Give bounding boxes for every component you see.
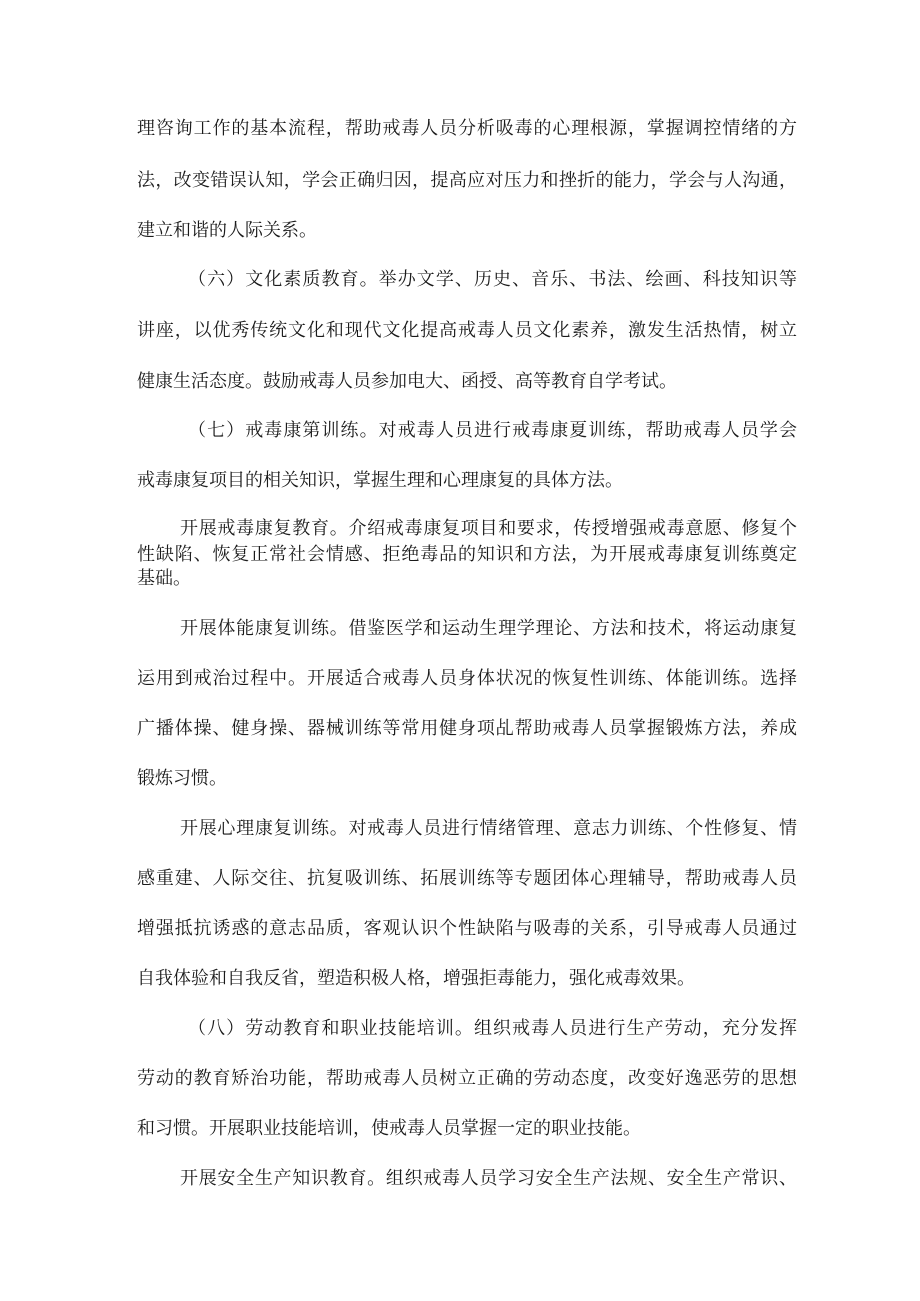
text-line: 开展戒毒康复教育。介绍戒毒康复项目和要求，传授增强戒毒意愿、修复个 xyxy=(180,518,797,539)
text-line: 和习惯。开展职业技能培训，使戒毒人员掌握一定的职业技能。 xyxy=(137,1118,641,1139)
text-line: 理咨询工作的基本流程，帮助戒毒人员分析吸毒的心理根源，掌握调控情绪的方 xyxy=(137,118,797,139)
text-line: 广播体操、健身操、器械训练等常用健身项乩帮助戒毒人员掌握锻炼方法，养成 xyxy=(137,718,797,739)
text-line: 自我体验和自我反省，塑造积极人格，增强拒毒能力，强化戒毒效果。 xyxy=(137,968,695,989)
text-line: 基础。 xyxy=(137,568,191,589)
text-line: 劳动的教育矫治功能，帮助戒毒人员树立正确的劳动态度，改变好逸恶劳的思想 xyxy=(137,1068,797,1089)
text-line: （六）文化素质教育。举办文学、历史、音乐、书法、绘画、科技知识等 xyxy=(188,269,797,290)
text-line: 运用到戒治过程中。开展适合戒毒人员身体状况的恢复性训练、体能训练。选择 xyxy=(137,668,797,689)
text-line: 性缺陷、恢复正常社会情感、拒绝毒品的知识和方法，为开展戒毒康复训练奠定 xyxy=(137,544,797,565)
text-line: 戒毒康复项目的相关知识，掌握生理和心理康复的具体方法。 xyxy=(137,470,623,491)
text-line: 开展安全生产知识教育。组织戒毒人员学习安全生产法规、安全生产常识、 xyxy=(180,1168,797,1189)
text-line: 增强抵抗诱惑的意志品质，客观认识个性缺陷与吸毒的关系，引导戒毒人员通过 xyxy=(137,918,797,939)
text-line: 法，改变错误认知，学会正确归因，提高应对压力和挫折的能力，学会与人沟通， xyxy=(137,170,797,191)
text-line: 健康生活态度。鼓励戒毒人员参加电大、函授、高等教育自学考试。 xyxy=(137,371,677,392)
text-line: 锻炼习惯。 xyxy=(137,768,227,789)
text-line: 开展心理康复训练。对戒毒人员进行情绪管理、意志力训练、个性修复、情 xyxy=(180,818,797,839)
text-line: 讲座，以优秀传统文化和现代文化提高戒毒人员文化素养，激发生活热情，树立 xyxy=(137,320,797,341)
text-line: （七）戒毒康第训练。对戒毒人员进行戒毒康夏训练，帮助戒毒人员学会 xyxy=(188,420,797,441)
text-line: 开展体能康复训练。借鉴医学和运动生理学理论、方法和技术，将运动康复 xyxy=(180,618,797,639)
text-line: （八）劳动教育和职业技能培训。组织戒毒人员进行生产劳动，充分发挥 xyxy=(188,1018,797,1039)
text-line: 建立和谐的人际关系。 xyxy=(137,220,317,241)
text-line: 感重建、人际交往、抗复吸训练、拓展训练等专题团体心理辅导，帮助戒毒人员 xyxy=(137,868,797,889)
